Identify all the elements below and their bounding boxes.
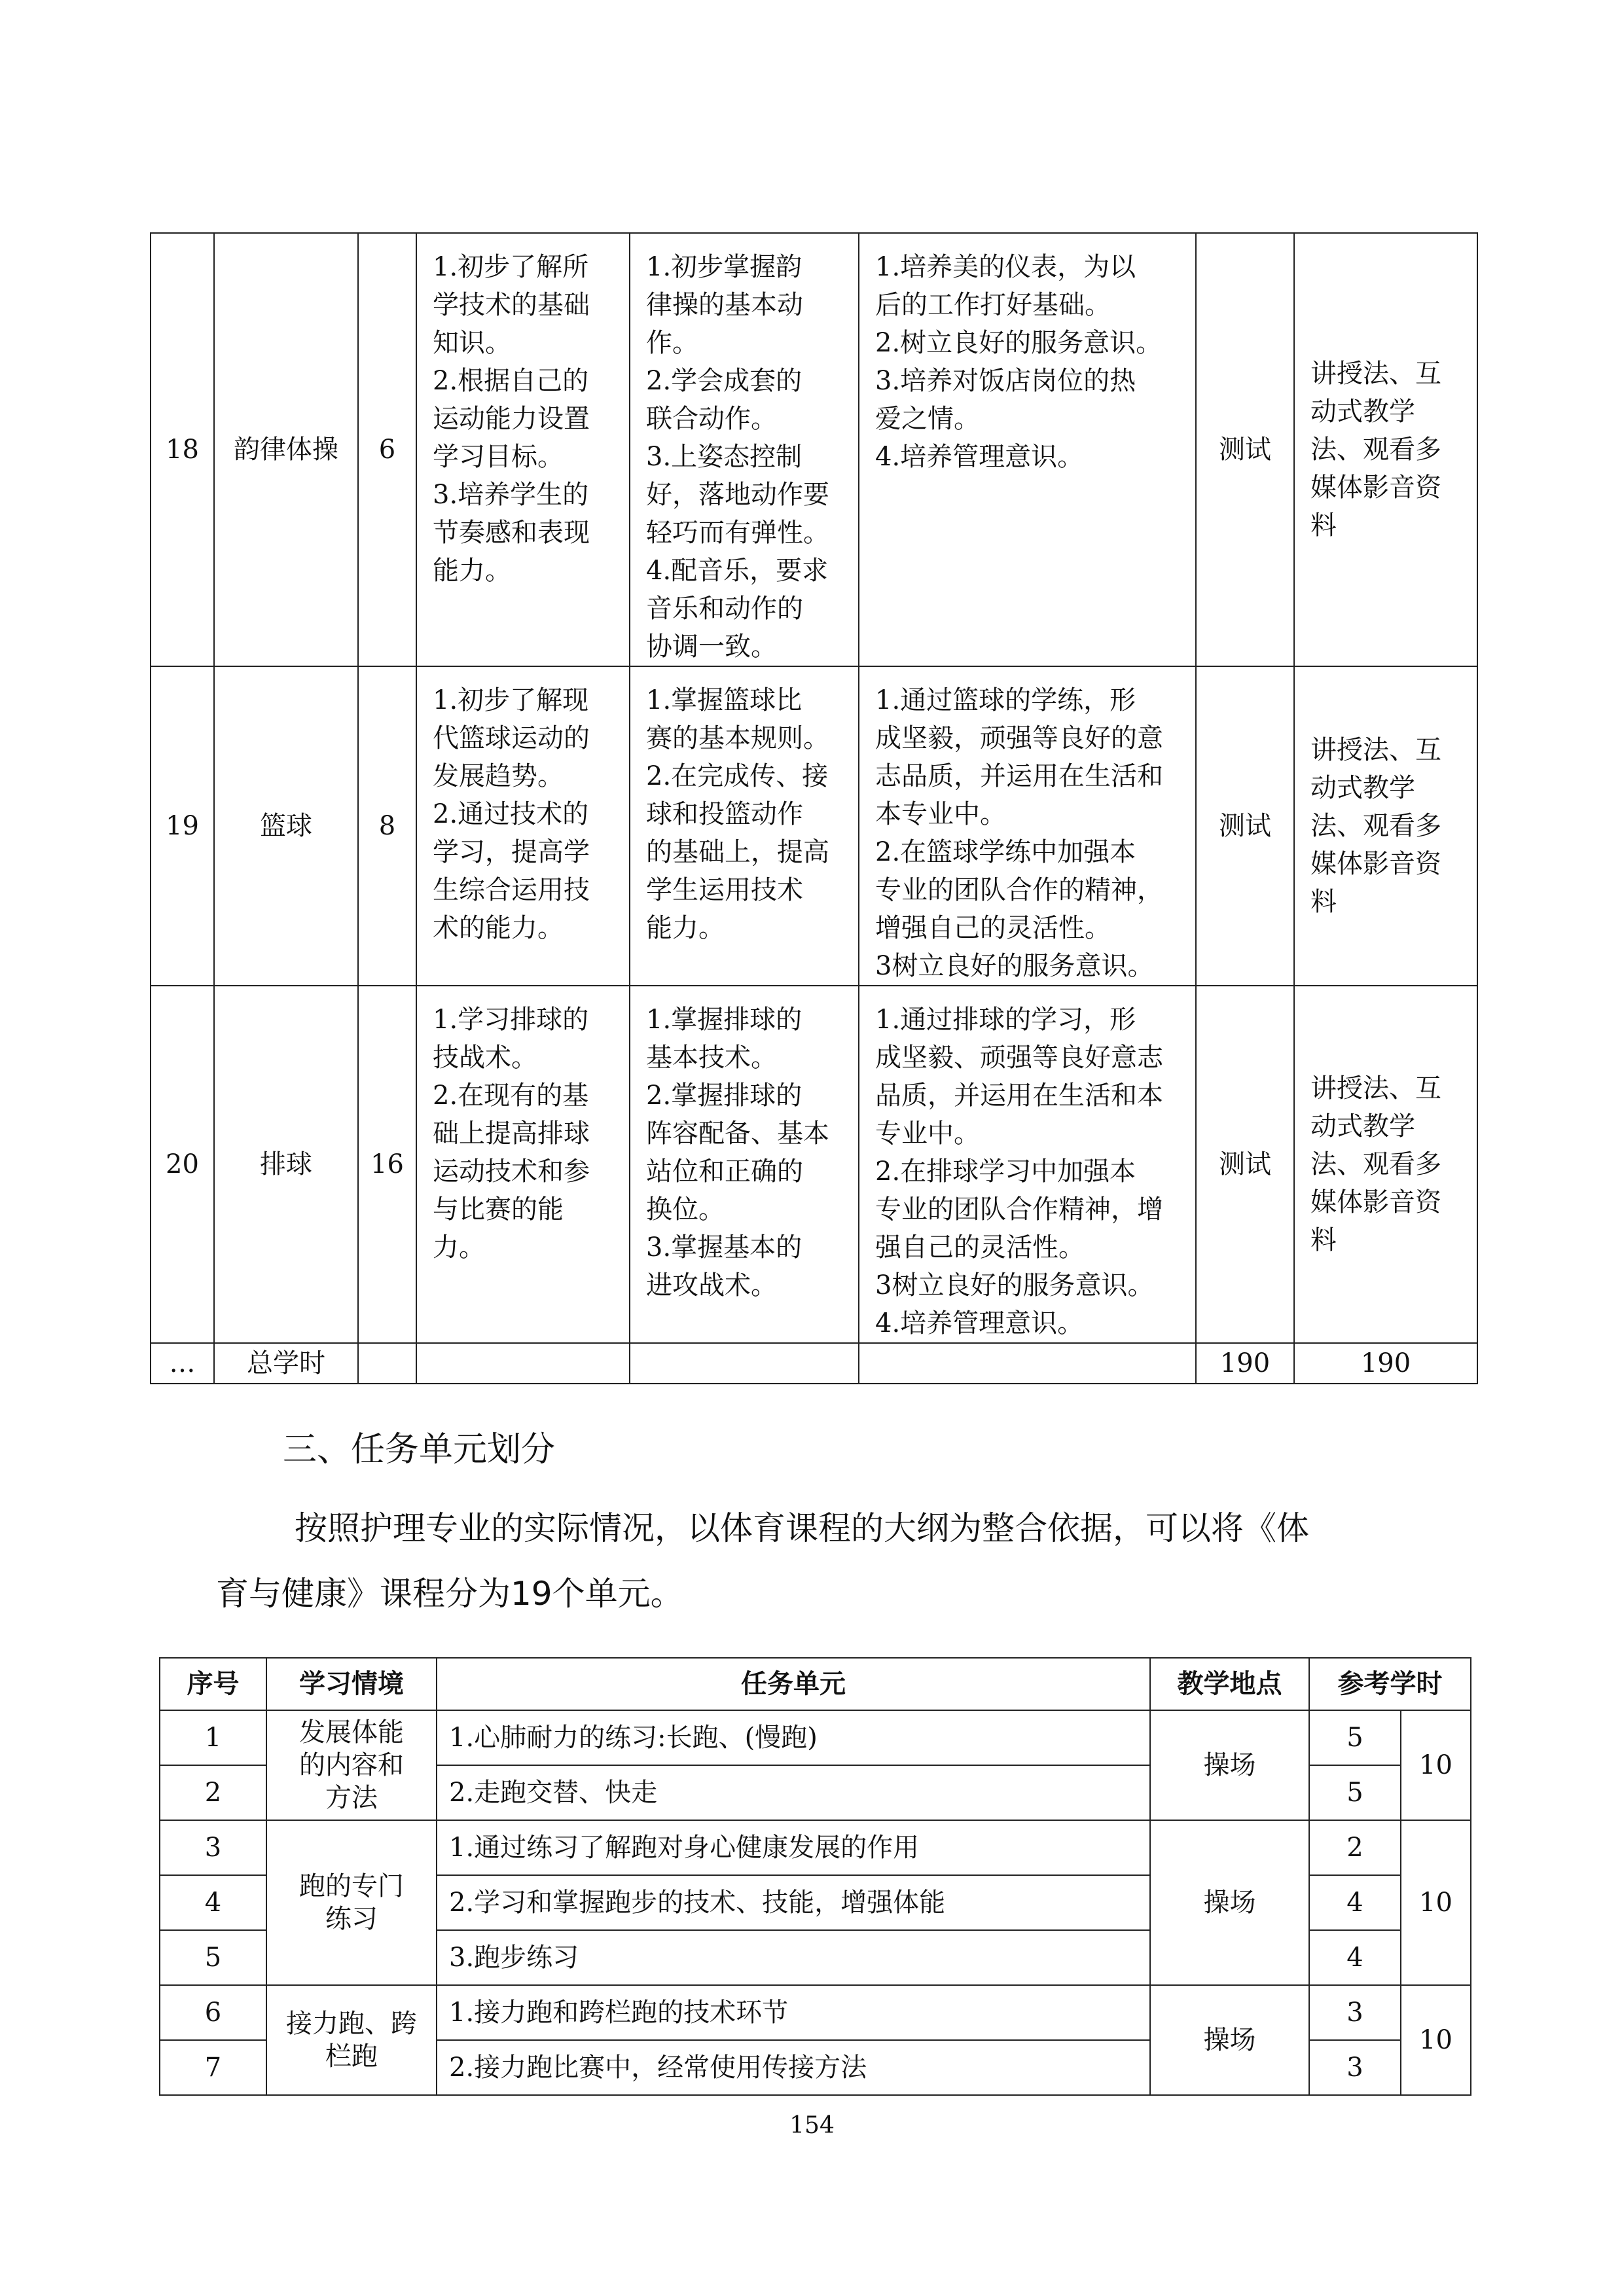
skill-goals-line: 2.掌握排球的 [646,1081,803,1111]
skill-goals-line: 2.学会成套的 [646,366,803,396]
learning-context-line: 发展体能 [299,1717,404,1748]
assessment-method: 测试 [1196,986,1294,1343]
unit-hours: 2 [1309,1820,1401,1875]
unit-number: 3 [160,1820,266,1875]
quality-goals-line: 4.培养管理意识。 [875,1308,1084,1338]
teaching-methods-line: 料 [1310,511,1337,541]
skill-goals-line: 的基础上，提高 [646,837,829,867]
quality-goals-line: 强自己的灵活性。 [875,1232,1085,1263]
skill-goals-line: 作。 [646,328,698,358]
learning-context-line: 栏跑 [325,2041,378,2072]
total-label: 总学时 [214,1343,358,1384]
group-total-hours: 10 [1401,1710,1471,1820]
quality-goals-line: 3树立良好的服务意识。 [875,1270,1154,1300]
teaching-methods-line: 讲授法、互 [1310,359,1441,389]
learning-context [266,1985,437,2095]
unit-hours: 5 [1309,1765,1401,1820]
quality-goals-line: 1.通过排球的学习，形 [875,1005,1136,1035]
skill-goals-line: 球和投篮动作 [646,799,803,829]
quality-goals-line: 成坚毅、顽强等良好意志 [875,1043,1163,1073]
knowledge-goals-line: 1.初步了解所 [433,252,589,282]
course-name: 篮球 [214,666,358,986]
skill-goals-line: 3.上姿态控制 [646,442,803,472]
teaching-methods-line: 讲授法、互 [1310,735,1441,765]
unit-number: 1 [160,1710,266,1765]
skill-goals-line: 基本技术。 [646,1043,777,1073]
task-unit: 2.学习和掌握跑步的技术、技能，增强体能 [437,1875,1150,1930]
teaching-methods-line: 媒体影音资 [1310,849,1441,879]
knowledge-goals-line: 1.学习排球的 [433,1005,589,1035]
unit-hours: 5 [1309,1710,1401,1765]
teaching-location: 操场 [1150,1985,1309,2095]
knowledge-goals-line: 学习，提高学 [433,837,590,867]
knowledge-goals-line: 学技术的基础 [433,290,590,320]
quality-goals-line: 增强自己的灵活性。 [875,913,1111,943]
quality-goals [859,233,1196,666]
row-number: 20 [151,986,214,1343]
teaching-methods-line: 动式教学 [1310,773,1415,803]
skill-goals-line: 轻巧而有弹性。 [646,518,829,548]
knowledge-goals [416,986,630,1343]
knowledge-goals-line: 与比赛的能 [433,1194,564,1225]
course-hours: 16 [358,986,416,1343]
unit-hours: 4 [1309,1930,1401,1985]
header-hours: 参考学时 [1309,1658,1471,1710]
learning-context-line: 的内容和 [299,1750,404,1780]
total-row [151,1343,1477,1384]
table-row [160,1710,1471,1765]
teaching-methods-line: 法、观看多 [1310,1149,1441,1179]
quality-goals [859,986,1196,1343]
knowledge-goals [416,666,630,986]
skill-goals-line: 能力。 [646,913,725,943]
knowledge-goals-line: 知识。 [433,328,511,358]
skill-goals-line: 赛的基本规则。 [646,723,829,753]
course-content-table [150,232,1478,1384]
skill-goals-line: 联合动作。 [646,404,777,434]
skill-goals-line: 好，落地动作要 [646,480,829,510]
skill-goals-line: 1.掌握排球的 [646,1005,803,1035]
knowledge-goals-line: 2.通过技术的 [433,799,589,829]
empty-cell [859,1343,1196,1384]
knowledge-goals-line: 2.根据自己的 [433,366,589,396]
empty-cell [416,1343,630,1384]
knowledge-goals-line: 生综合运用技 [433,875,590,905]
teaching-methods [1294,666,1477,986]
task-unit: 3.跑步练习 [437,1930,1150,1985]
assessment-method: 测试 [1196,233,1294,666]
row-number: 19 [151,666,214,986]
unit-number: 4 [160,1875,266,1930]
skill-goals-line: 音乐和动作的 [646,594,803,624]
skill-goals-line: 4.配音乐，要求 [646,556,829,586]
skill-goals-line: 3.掌握基本的 [646,1232,803,1263]
table-header-row [160,1658,1471,1710]
quality-goals-line: 2.在排球学习中加强本 [875,1157,1136,1187]
teaching-methods-line: 料 [1310,887,1337,917]
knowledge-goals-line: 础上提高排球 [433,1119,590,1149]
course-name: 韵律体操 [214,233,358,666]
intro-paragraph [216,1496,1460,1626]
learning-context-line: 练习 [325,1904,378,1934]
knowledge-goals-line: 节奏感和表现 [433,518,590,548]
quality-goals-line: 1.通过篮球的学练，形 [875,685,1136,715]
learning-context [266,1820,437,1985]
quality-goals-line: 专业中。 [875,1119,980,1149]
quality-goals-line: 2.在篮球学练中加强本 [875,837,1136,867]
quality-goals-line: 2.树立良好的服务意识。 [875,328,1163,358]
teaching-methods-line: 法、观看多 [1310,435,1441,465]
task-unit: 2.接力跑比赛中，经常使用传接方法 [437,2040,1150,2095]
empty-cell [630,1343,859,1384]
knowledge-goals-line: 2.在现有的基 [433,1081,589,1111]
header-location: 教学地点 [1150,1658,1309,1710]
quality-goals-line: 3树立良好的服务意识。 [875,951,1154,981]
table-row [151,986,1477,1343]
skill-goals [630,233,859,666]
skill-goals-line: 1.掌握篮球比 [646,685,803,715]
quality-goals-line: 志品质，并运用在生活和 [875,761,1163,791]
unit-number: 6 [160,1985,266,2040]
course-hours: 8 [358,666,416,986]
skill-goals-line: 阵容配备、基本 [646,1119,829,1149]
quality-goals-line: 品质，并运用在生活和本 [875,1081,1163,1111]
table-row [160,1985,1471,2040]
skill-goals [630,666,859,986]
knowledge-goals-line: 术的能力。 [433,913,564,943]
section-heading: 三、任务单元划分 [283,1430,556,1469]
task-unit: 1.心肺耐力的练习:长跑、(慢跑) [437,1710,1150,1765]
table-row [151,233,1477,666]
skill-goals-line: 学生运用技术 [646,875,803,905]
teaching-methods-line: 媒体影音资 [1310,1187,1441,1217]
teaching-methods-line: 动式教学 [1310,397,1415,427]
group-total-hours: 10 [1401,1820,1471,1985]
teaching-methods-line: 讲授法、互 [1310,1073,1441,1103]
quality-goals-line: 4.培养管理意识。 [875,442,1084,472]
knowledge-goals [416,233,630,666]
skill-goals-line: 换位。 [646,1194,725,1225]
knowledge-goals-line: 运动技术和参 [433,1157,590,1187]
task-unit: 1.通过练习了解跑对身心健康发展的作用 [437,1820,1150,1875]
learning-context-line: 接力跑、跨 [286,2009,417,2039]
group-total-hours: 10 [1401,1985,1471,2095]
table-row [160,1820,1471,1875]
learning-context [266,1710,437,1820]
learning-context-line: 方法 [325,1783,378,1813]
unit-hours: 3 [1309,2040,1401,2095]
quality-goals-line: 爱之情。 [875,404,980,434]
knowledge-goals-line: 发展趋势。 [433,761,564,791]
assessment-method: 测试 [1196,666,1294,986]
intro-line: 按照护理专业的实际情况，以体育课程的大纲为整合依据，可以将《体 [295,1509,1309,1547]
unit-number: 5 [160,1930,266,1985]
header-task: 任务单元 [437,1658,1150,1710]
teaching-methods-line: 媒体影音资 [1310,473,1441,503]
teaching-location: 操场 [1150,1710,1309,1820]
knowledge-goals-line: 3.培养学生的 [433,480,589,510]
knowledge-goals-line: 技战术。 [433,1043,537,1073]
skill-goals-line: 进攻战术。 [646,1270,777,1300]
unit-number: 2 [160,1765,266,1820]
learning-context-line: 跑的专门 [299,1871,404,1901]
teaching-methods [1294,986,1477,1343]
quality-goals-line: 3.培养对饭店岗位的热 [875,366,1136,396]
intro-line: 育与健康》课程分为19个单元。 [216,1575,683,1613]
knowledge-goals-line: 代篮球运动的 [433,723,590,753]
knowledge-goals-line: 学习目标。 [433,442,564,472]
header-context: 学习情境 [266,1658,437,1710]
course-hours: 6 [358,233,416,666]
unit-number: 7 [160,2040,266,2095]
quality-goals-line: 1.培养美的仪表，为以 [875,252,1136,282]
total-value: 190 [1294,1343,1477,1384]
teaching-methods-line: 法、观看多 [1310,811,1441,841]
skill-goals-line: 协调一致。 [646,632,777,662]
quality-goals-line: 后的工作打好基础。 [875,290,1111,320]
quality-goals-line: 本专业中。 [875,799,1006,829]
skill-goals-line: 2.在完成传、接 [646,761,829,791]
quality-goals-line: 成坚毅，顽强等良好的意 [875,723,1163,753]
quality-goals-line: 专业的团队合作的精神， [875,875,1163,905]
quality-goals [859,666,1196,986]
knowledge-goals-line: 能力。 [433,556,511,586]
total-ellipsis: … [151,1343,214,1384]
task-unit-table [159,1657,1471,2096]
unit-hours: 3 [1309,1985,1401,2040]
skill-goals-line: 站位和正确的 [646,1157,803,1187]
knowledge-goals-line: 1.初步了解现 [433,685,589,715]
row-number: 18 [151,233,214,666]
total-value: 190 [1196,1343,1294,1384]
unit-hours: 4 [1309,1875,1401,1930]
teaching-methods [1294,233,1477,666]
teaching-methods-line: 料 [1310,1225,1337,1255]
header-no: 序号 [160,1658,266,1710]
skill-goals-line: 律操的基本动 [646,290,803,320]
task-unit: 1.接力跑和跨栏跑的技术环节 [437,1985,1150,2040]
empty-cell [358,1343,416,1384]
page-number: 154 [789,2112,835,2139]
table-row [151,666,1477,986]
skill-goals [630,986,859,1343]
knowledge-goals-line: 力。 [433,1232,485,1263]
knowledge-goals-line: 运动能力设置 [433,404,590,434]
teaching-methods-line: 动式教学 [1310,1111,1415,1141]
skill-goals-line: 1.初步掌握韵 [646,252,803,282]
teaching-location: 操场 [1150,1820,1309,1985]
task-unit: 2.走跑交替、快走 [437,1765,1150,1820]
course-name: 排球 [214,986,358,1343]
quality-goals-line: 专业的团队合作精神，增 [875,1194,1163,1225]
